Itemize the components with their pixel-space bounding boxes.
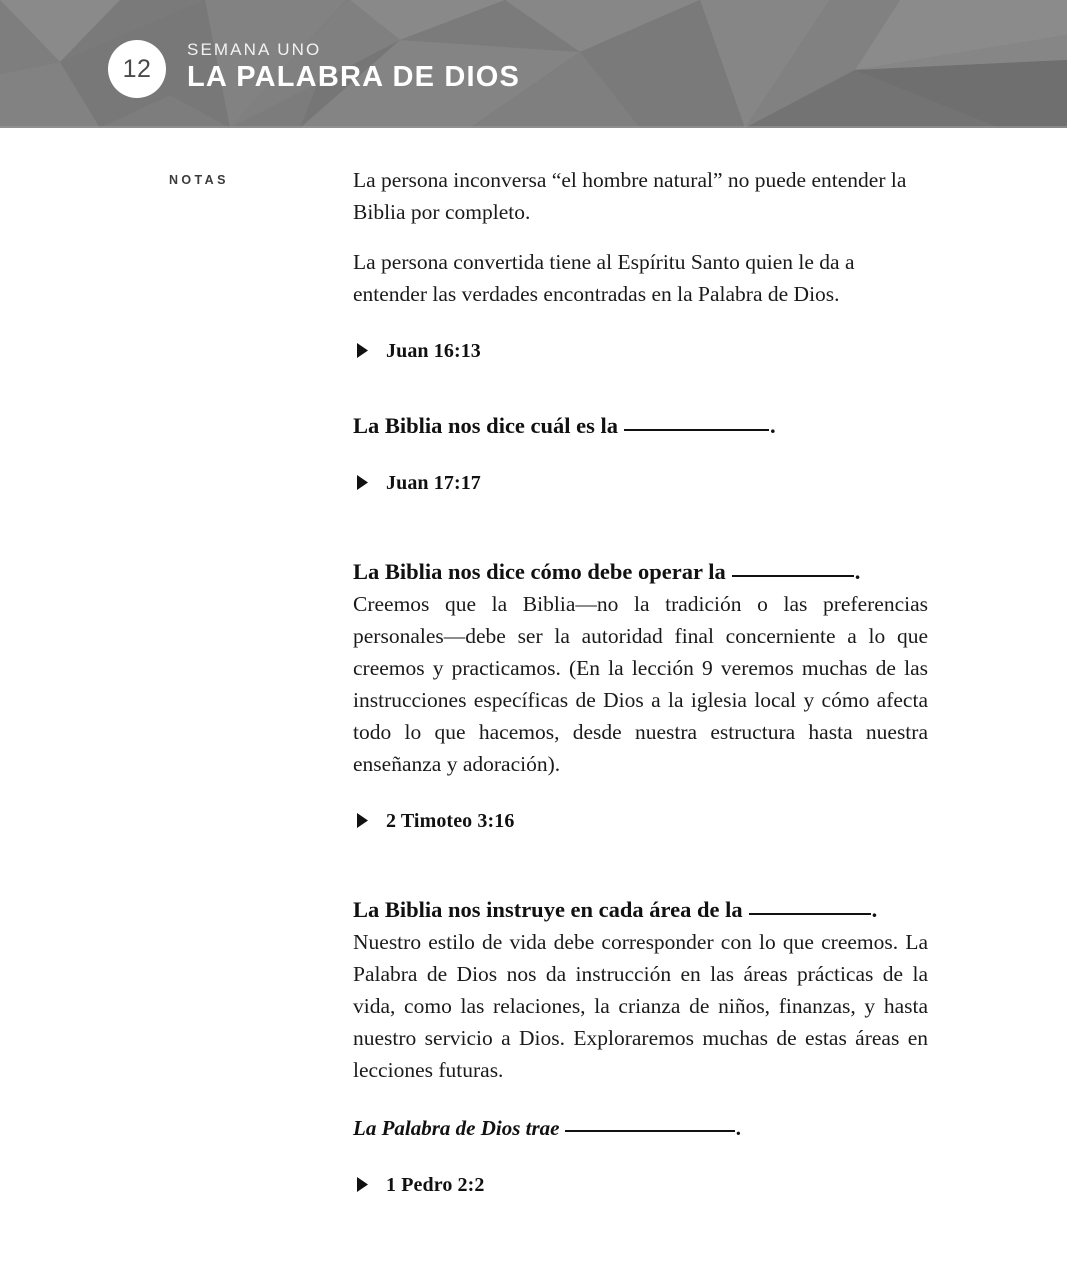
page-number-badge [108,40,166,98]
section-heading-2 [353,556,928,588]
italic-subheading-period: . [736,1116,742,1140]
main-text-column [353,164,928,1200]
page-number-badge-label: 12 [122,54,152,83]
section-heading-1-period: . [770,413,776,438]
section-heading-3-text: La Biblia nos instruye en cada área de la [353,897,743,922]
spacer [353,498,928,556]
fill-in-blank-3[interactable] [749,913,871,915]
italic-subheading [353,1112,928,1144]
spacer [353,1144,928,1170]
notes-margin-label: NOTAS [169,173,229,187]
triangle-right-icon [357,343,368,358]
spacer [353,836,928,894]
scripture-reference-juan-16-13 [353,336,928,366]
fill-in-blank-2[interactable] [732,575,854,577]
triangle-right-icon [357,475,368,490]
scripture-reference-1-pedro-2-2 [353,1170,928,1200]
triangle-right-icon [357,1177,368,1192]
spacer [353,228,928,246]
italic-subheading-text: La Palabra de Dios trae [353,1116,560,1140]
scripture-reference-juan-17-17 [353,468,928,498]
header-title-group [187,41,520,96]
header-content [108,40,520,98]
page-title: LA PALABRA DE DIOS [187,61,521,94]
section-heading-2-period: . [854,559,861,584]
page-content [0,128,1067,1280]
section-heading-3-period: . [871,897,878,922]
spacer [353,780,928,806]
scripture-reference-label: 1 Pedro 2:2 [386,1174,485,1196]
header-eyebrow-label: SEMANA UNO [187,40,322,60]
page-header-banner [0,0,1067,128]
section-3-paragraph: Nuestro estilo de vida debe corresponder con lo que creemos. La Palabra de Dios nos da instrucción en las áreas prácticas de la vida, como las relaciones, la crianza de niños, finanzas, y hasta nuestro servicio a Dios. Exploraremos muchas de estas áreas en lecciones futuras. [353,930,928,1082]
spacer [353,310,928,336]
spacer [353,442,928,468]
triangle-right-icon [357,813,368,828]
section-2-paragraph: Creemos que la Biblia—no la tradición o las preferencias personales—debe ser la autoridad final concerniente a lo que creemos y practicamos. (En la lección 9 veremos muchas de las instrucciones específicas de Dios a la iglesia local y cómo afecta todo lo que hacemos, desde nuestra estructura hasta nuestra enseñanza y adoración). [353,592,928,776]
spacer [353,366,928,410]
intro-paragraph-1: La persona inconversa “el hombre natural” no puede entender la Biblia por completo. [353,168,907,224]
scripture-reference-label: Juan 16:13 [386,340,481,362]
section-heading-1 [353,410,928,442]
scripture-reference-2-timoteo-3-16 [353,806,928,836]
section-heading-2-text: La Biblia nos dice cómo debe operar la [353,559,726,584]
scripture-reference-label: 2 Timoteo 3:16 [386,810,515,832]
spacer [353,1086,928,1112]
intro-paragraph-2: La persona convertida tiene al Espíritu Santo quien le da a entender las verdades encontradas en la Palabra de Dios. [353,250,855,306]
scripture-reference-label: Juan 17:17 [386,472,481,494]
section-heading-1-text: La Biblia nos dice cuál es la [353,413,619,438]
fill-in-blank-1[interactable] [624,429,769,431]
fill-in-blank-4[interactable] [565,1130,735,1132]
section-heading-3 [353,894,928,926]
